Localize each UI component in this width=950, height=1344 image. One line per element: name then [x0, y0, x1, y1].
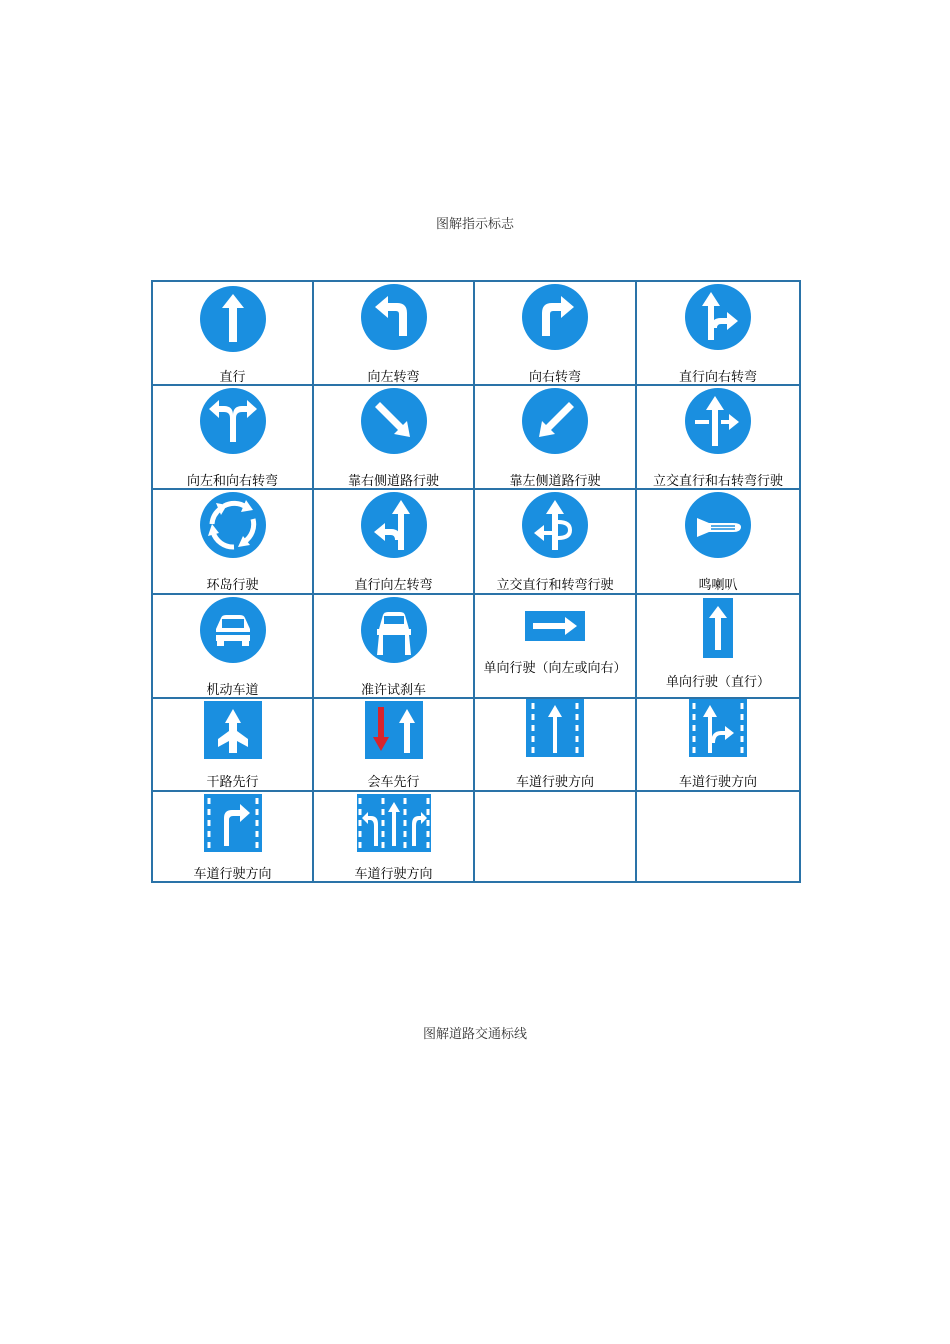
straight-or-left-icon	[361, 492, 427, 558]
one-way-straight-icon	[703, 598, 733, 658]
sign-cell	[636, 698, 800, 791]
motor-vehicle-lane-icon	[200, 597, 266, 663]
sign-cell	[152, 698, 313, 791]
oncoming-priority-icon	[365, 701, 423, 759]
straight-arrow-icon	[200, 286, 266, 352]
horn-icon	[685, 492, 751, 558]
sign-label: 直行向右转弯	[678, 370, 757, 385]
turn-right-icon	[522, 284, 588, 350]
turn-left-icon	[361, 284, 427, 350]
sign-label: 会车先行	[367, 774, 420, 790]
sign-label: 环岛行驶	[206, 578, 259, 594]
lane-direction-multi-icon	[357, 794, 431, 852]
interchange-straight-turn-icon	[522, 492, 588, 558]
signs-heading: 图解指示标志	[435, 217, 514, 232]
sign-cell	[313, 385, 474, 489]
empty-cell	[474, 791, 636, 882]
sign-cell	[152, 791, 313, 882]
sign-cell	[152, 594, 313, 698]
sign-label: 车道行驶方向	[678, 774, 757, 790]
interchange-straight-right-icon	[685, 388, 751, 454]
keep-right-icon	[361, 388, 427, 454]
sign-label: 直行向左转弯	[354, 578, 433, 594]
one-way-horizontal-icon	[525, 611, 585, 641]
sign-cell	[313, 698, 474, 791]
sign-cell	[313, 594, 474, 698]
sign-label: 准许试刹车	[360, 682, 426, 698]
sign-cell	[313, 281, 474, 385]
main-road-priority-icon	[204, 701, 262, 759]
sign-label: 车道行驶方向	[354, 866, 433, 882]
lane-direction-straight-right-icon	[689, 699, 747, 757]
keep-left-icon	[522, 388, 588, 454]
sign-cell	[152, 489, 313, 593]
sign-label: 立交直行和转弯行驶	[496, 578, 614, 594]
sign-cell	[313, 791, 474, 882]
sign-cell	[474, 385, 636, 489]
empty-cell	[636, 791, 800, 882]
sign-label: 干路先行	[206, 774, 259, 790]
sign-cell	[636, 489, 800, 593]
sign-cell	[152, 281, 313, 385]
sign-cell	[636, 281, 800, 385]
sign-cell	[313, 489, 474, 593]
traffic-sign-table	[151, 280, 801, 883]
brake-test-icon	[361, 597, 427, 663]
sign-cell	[474, 594, 636, 698]
sign-label: 车道行驶方向	[193, 866, 272, 882]
sign-label: 车道行驶方向	[515, 774, 594, 790]
sign-cell	[474, 489, 636, 593]
sign-label: 单向行驶（向左或向右）	[483, 660, 627, 676]
sign-cell	[636, 594, 800, 698]
lane-direction-right-icon	[204, 794, 262, 852]
sign-label: 单向行驶（直行）	[665, 674, 770, 690]
sign-label: 向左转弯	[367, 370, 420, 385]
sign-label: 鸣喇叭	[698, 578, 738, 594]
roundabout-icon	[200, 492, 266, 558]
sign-label: 机动车道	[206, 682, 259, 698]
straight-or-right-icon	[685, 284, 751, 350]
lane-direction-straight-icon	[526, 699, 584, 757]
sign-label: 立交直行和右转弯行驶	[652, 474, 783, 490]
sign-label: 向左和向右转弯	[186, 474, 278, 490]
sign-cell	[636, 385, 800, 489]
left-and-right-icon	[200, 388, 266, 454]
sign-cell	[152, 385, 313, 489]
sign-label: 靠左侧道路行驶	[509, 474, 601, 490]
sign-cell	[474, 281, 636, 385]
sign-cell	[474, 698, 636, 791]
sign-label: 向右转弯	[528, 370, 581, 385]
markings-heading: 图解道路交通标线	[422, 1027, 527, 1042]
sign-label: 直行	[219, 370, 246, 385]
sign-label: 靠右侧道路行驶	[347, 474, 439, 490]
